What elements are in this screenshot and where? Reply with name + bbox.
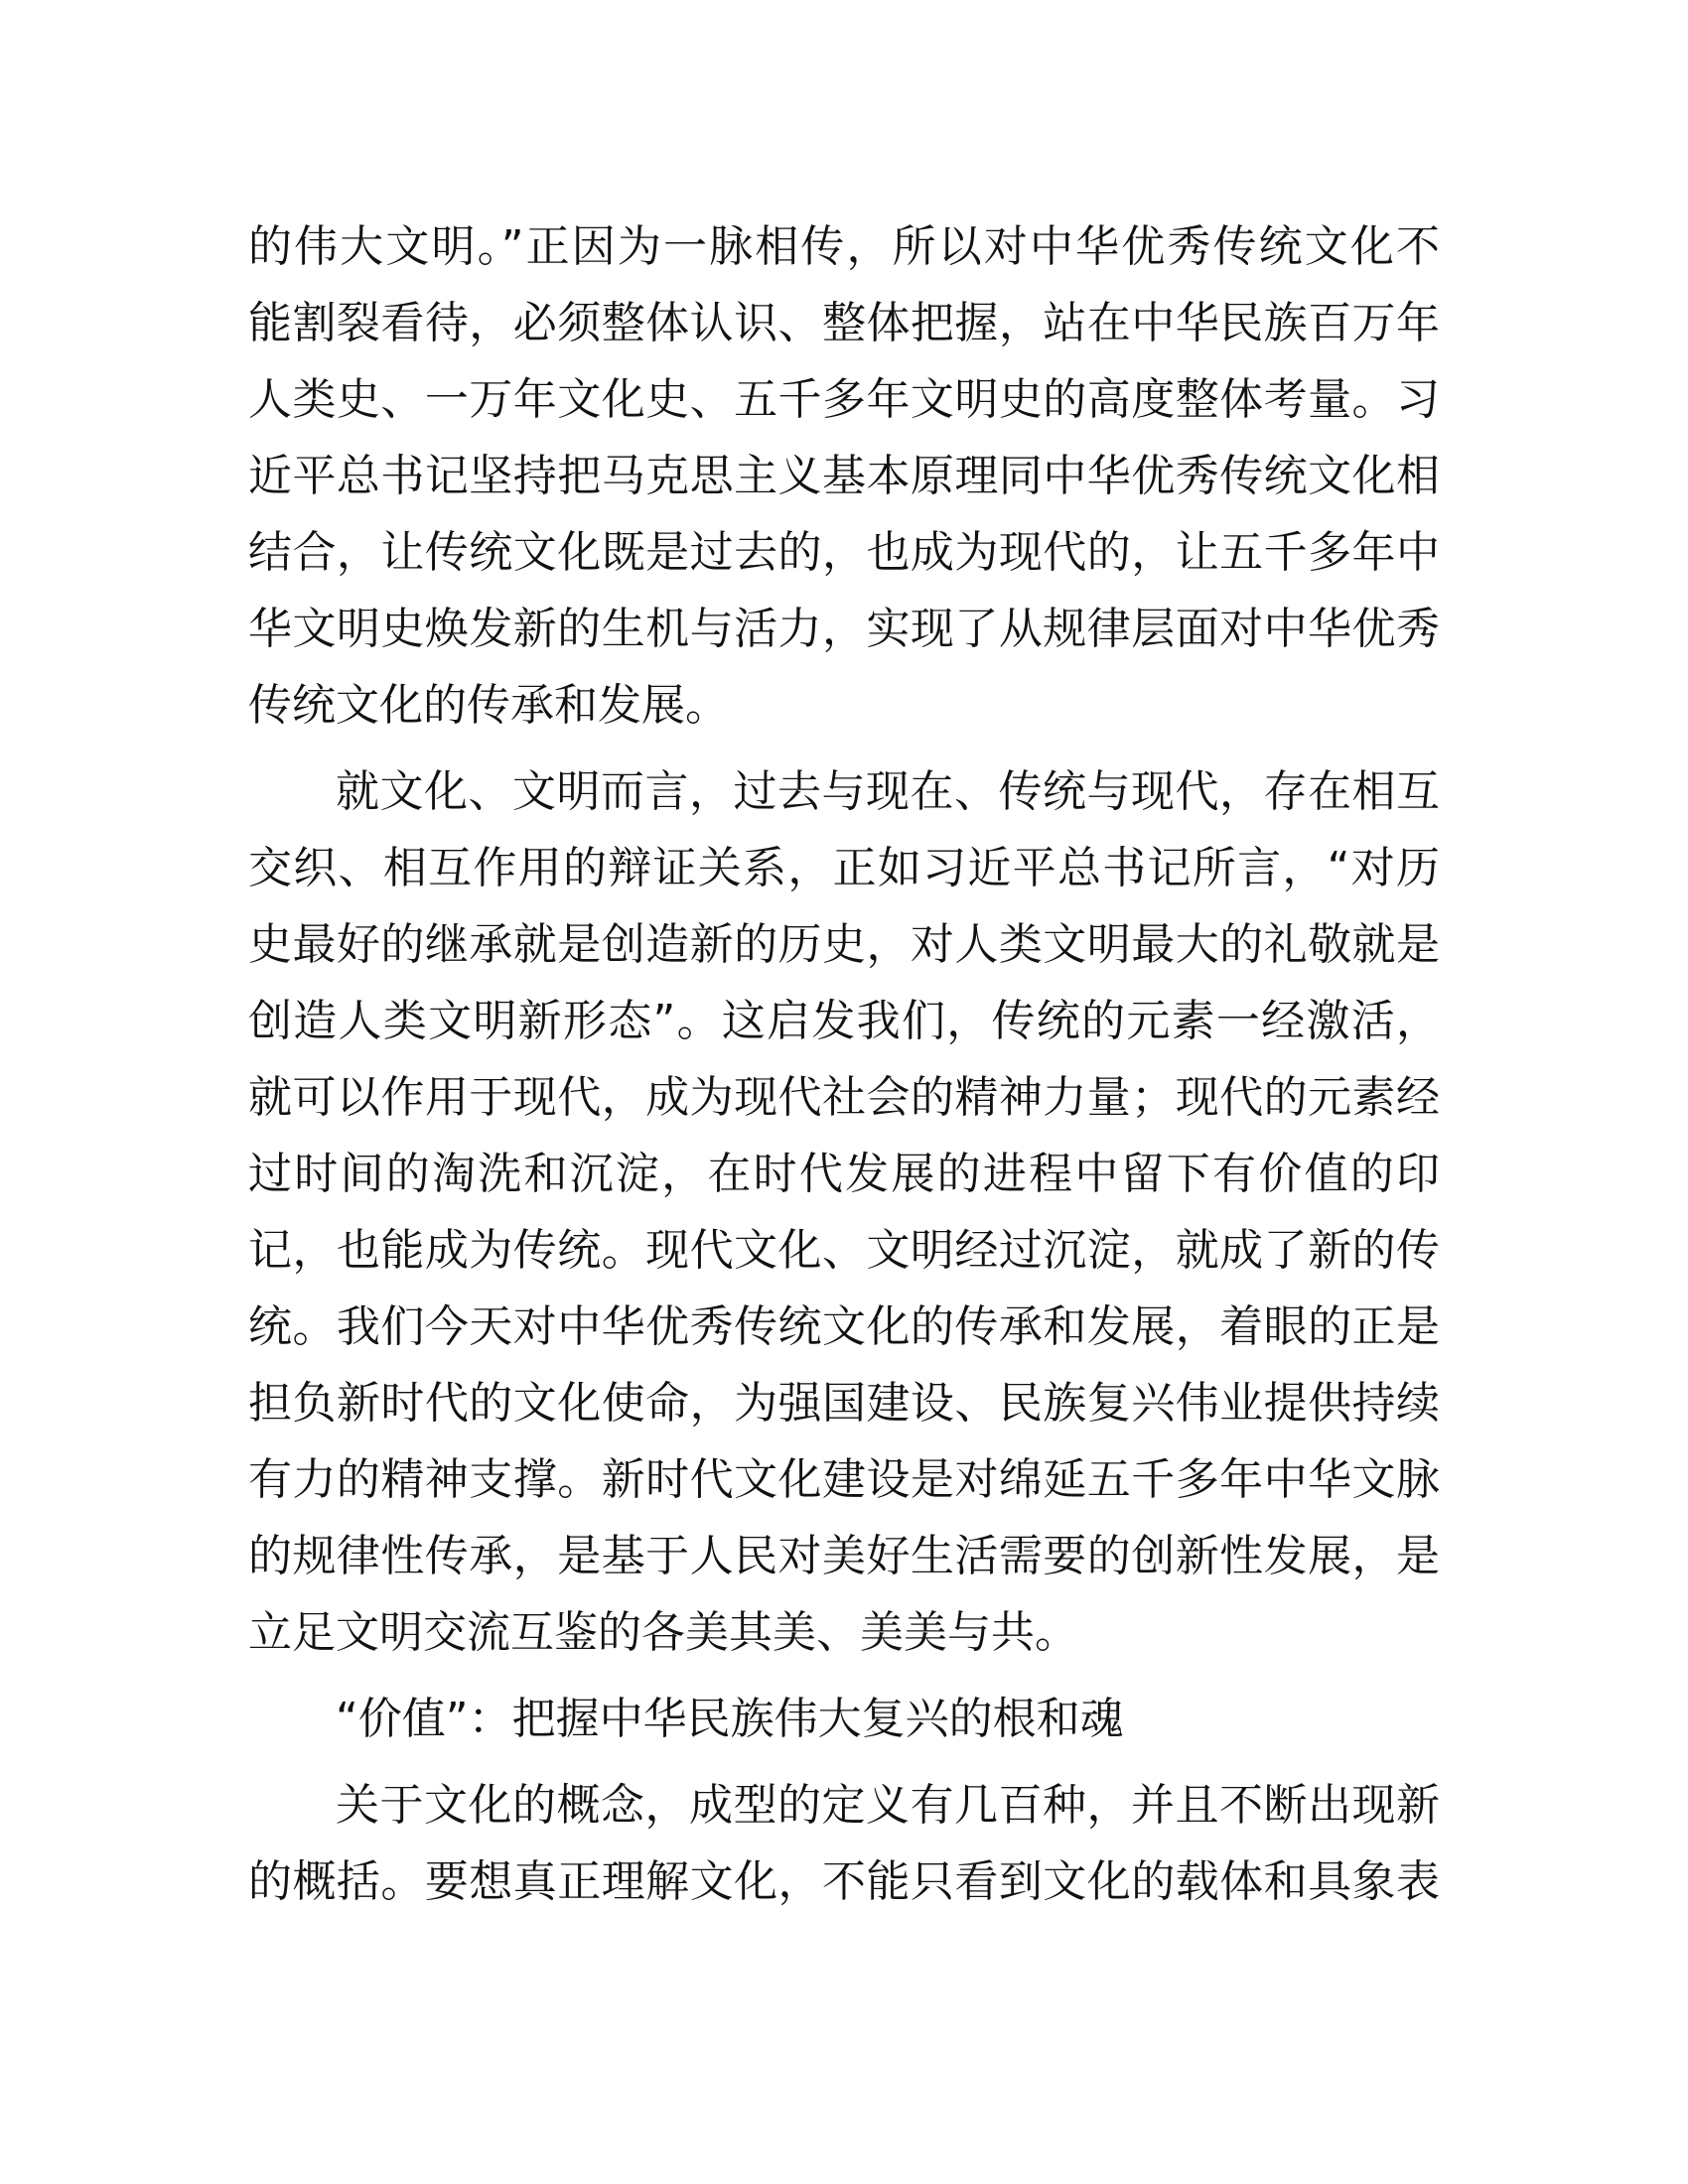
text-line: 有力的精神支撑。新时代文化建设是对绵延五千多年中华文脉 — [248, 1454, 1440, 1505]
text-line: 结合，让传统文化既是过去的，也成为现代的，让五千多年中 — [248, 527, 1440, 578]
text-line: 过时间的淘洗和沉淀，在时代发展的进程中留下有价值的印 — [248, 1149, 1440, 1199]
text-line: 近平总书记坚持把马克思主义基本原理同中华优秀传统文化相 — [248, 451, 1440, 501]
paragraph-2 — [248, 753, 1440, 1671]
text-line: 担负新时代的文化使命，为强国建设、民族复兴伟业提供持续 — [248, 1378, 1440, 1429]
text-line: 能割裂看待，必须整体认识、整体把握，站在中华民族百万年 — [248, 298, 1440, 348]
text-line: 人类史、一万年文化史、五千多年文明史的高度整体考量。习 — [248, 374, 1440, 425]
text-line: 华文明史焕发新的生机与活力，实现了从规律层面对中华优秀 — [248, 604, 1440, 654]
text-line: 关于文化的概念，成型的定义有几百种，并且不断出现新 — [336, 1780, 1440, 1831]
text-line: 的概括。要想真正理解文化，不能只看到文化的载体和具象表 — [248, 1856, 1440, 1907]
text-line: 立足文明交流互鉴的各美其美、美美与共。 — [248, 1607, 1078, 1658]
text-line: 的伟大文明。”正因为一脉相传，所以对中华优秀传统文化不 — [248, 221, 1440, 272]
text-line: 的规律性传承，是基于人民对美好生活需要的创新性发展，是 — [248, 1531, 1440, 1581]
text-line: 创造人类文明新形态”。这启发我们，传统的元素一经激活， — [248, 996, 1440, 1046]
paragraph-1 — [248, 208, 1440, 744]
text-line: 史最好的继承就是创造新的历史，对人类文明最大的礼敬就是 — [248, 919, 1440, 970]
document-page — [248, 208, 1440, 1995]
text-line: 统。我们今天对中华优秀传统文化的传承和发展，着眼的正是 — [248, 1301, 1440, 1352]
text-line: 传统文化的传承和发展。 — [248, 680, 729, 731]
text-line: 就可以作用于现代，成为现代社会的精神力量；现代的元素经 — [248, 1072, 1440, 1123]
section-heading — [248, 1681, 1440, 1757]
heading-line: “价值”：把握中华民族伟大复兴的根和魂 — [336, 1694, 1124, 1744]
paragraph-3 — [248, 1767, 1440, 1920]
text-line: 就文化、文明而言，过去与现在、传统与现代，存在相互 — [336, 766, 1440, 817]
text-line: 记，也能成为传统。现代文化、文明经过沉淀，就成了新的传 — [248, 1225, 1440, 1276]
text-line: 交织、相互作用的辩证关系，正如习近平总书记所言，“对历 — [248, 843, 1440, 893]
